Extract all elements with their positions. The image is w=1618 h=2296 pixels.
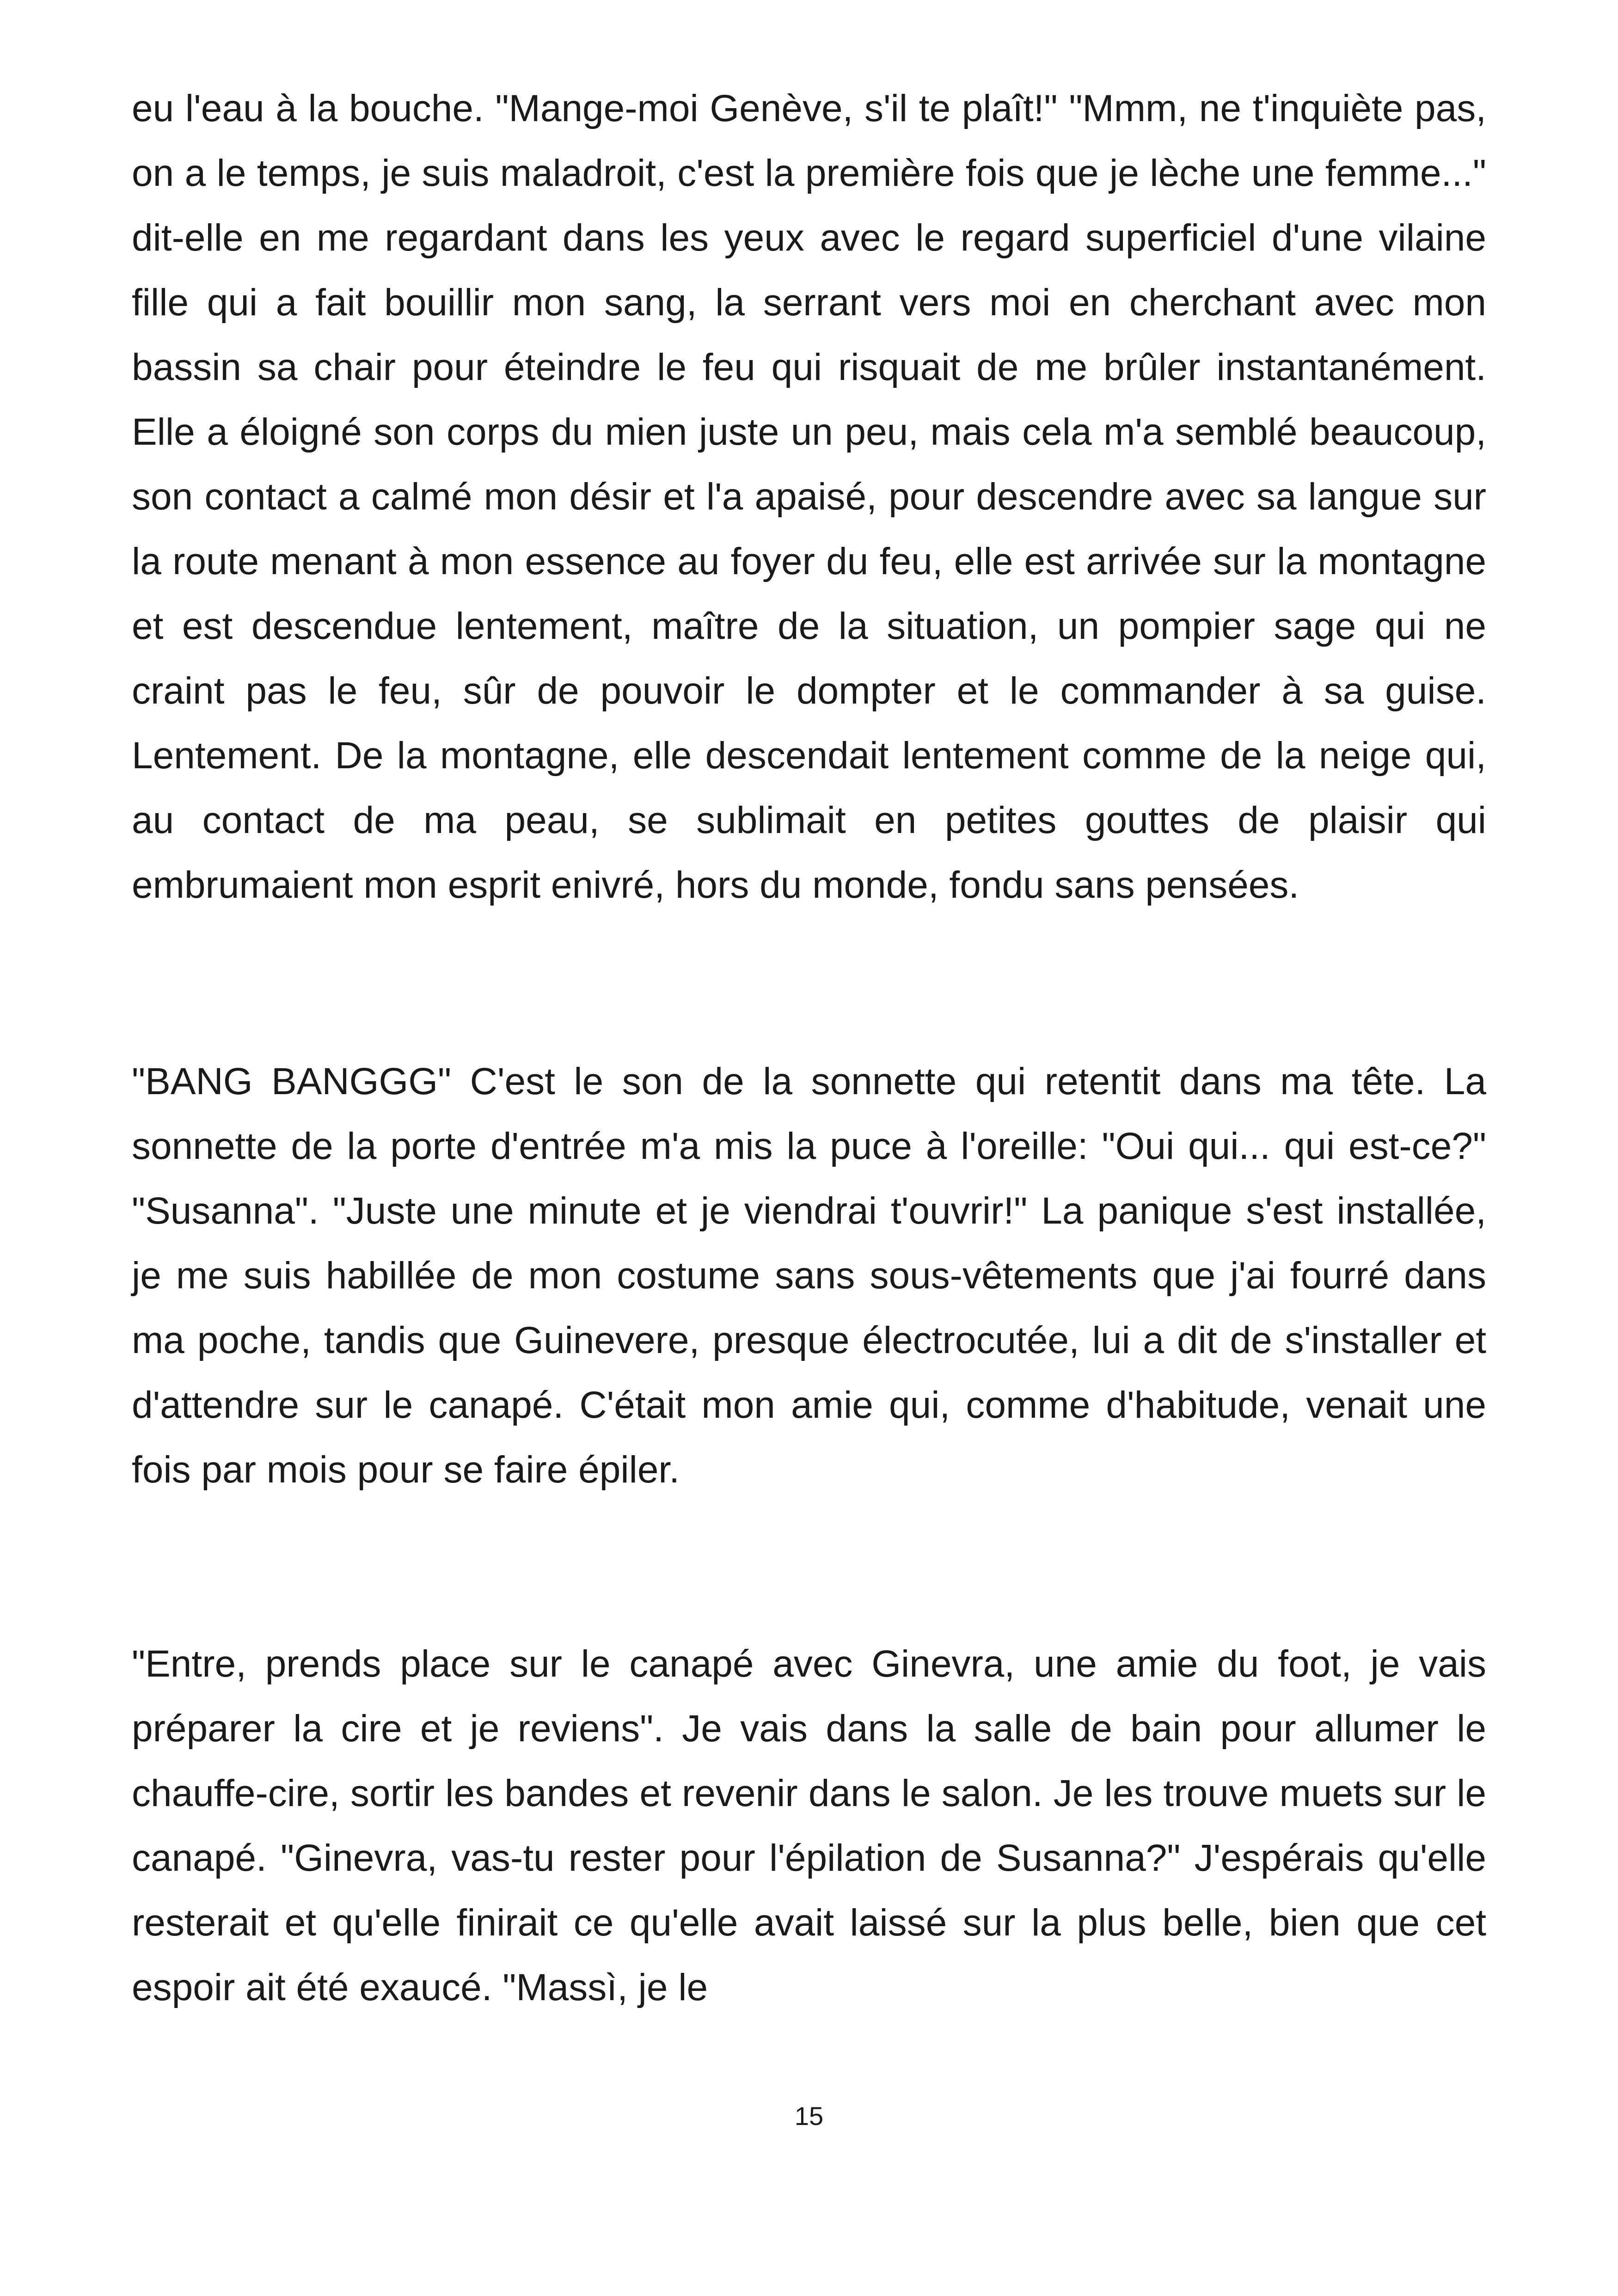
paragraph-3: "Entre, prends place sur le canapé avec Ginevra, une amie du foot, je vais préparer la cire et je reviens". Je vais dans la salle de bain pour allumer le chauffe-cire, sortir les bandes et revenir dans le salon. Je les trouve muets sur le canapé. "Ginevra, vas-tu rester pour l'épilation de Susanna?" J'espérais qu'elle resterait et qu'elle finirait ce qu'elle avait laissé sur la plus belle, bien que cet espoir ait été exaucé. "Massì, je le bbox=[132, 1643, 1486, 2008]
paragraph-2: "BANG BANGGG" C'est le son de la sonnette qui retentit dans ma tête. La sonnette de la porte d'entrée m'a mis la puce à l'oreille: "Oui qui... qui est-ce?" "Susanna". "Juste une minute et je viendrai t'ouvrir!" La panique s'est installée, je me suis habillée de mon costume sans sous-vêtements que j'ai fourré dans ma poche, tandis que Guinevere, presque électrocutée, lui a dit de s'installer et d'attendre sur le canapé. C'était mon amie qui, comme d'habitude, venait une fois par mois pour se faire épiler. bbox=[132, 1060, 1486, 1491]
page-number: 15 bbox=[794, 2101, 824, 2131]
paragraph-1: eu l'eau à la bouche. "Mange-moi Genève, s'il te plaît!" "Mmm, ne t'inquiète pas, on a le temps, je suis maladroit, c'est la première fois que je lèche une femme..." dit-elle en me regardant dans les yeux avec le regard superficiel d'une vilaine fille qui a fait bouillir mon sang, la serrant vers moi en cherchant avec mon bassin sa chair pour éteindre le feu qui risquait de me brûler instantanément. Elle a éloigné son corps du mien juste un peu, mais cela m'a semblé beaucoup, son contact a calmé mon désir et l'a apaisé, pour descendre avec sa langue sur la route menant à mon essence au foyer du feu, elle est arrivée sur la montagne et est descendue lentement, maître de la situation, un pompier sage qui ne craint pas le feu, sûr de pouvoir le dompter et le commander à sa guise. Lentement. De la montagne, elle descendait lentement comme de la neige qui, au contact de ma peau, se sublimait en petites gouttes de plaisir qui embrumaient mon esprit enivré, hors du monde, fondu sans pensées. bbox=[132, 87, 1486, 906]
